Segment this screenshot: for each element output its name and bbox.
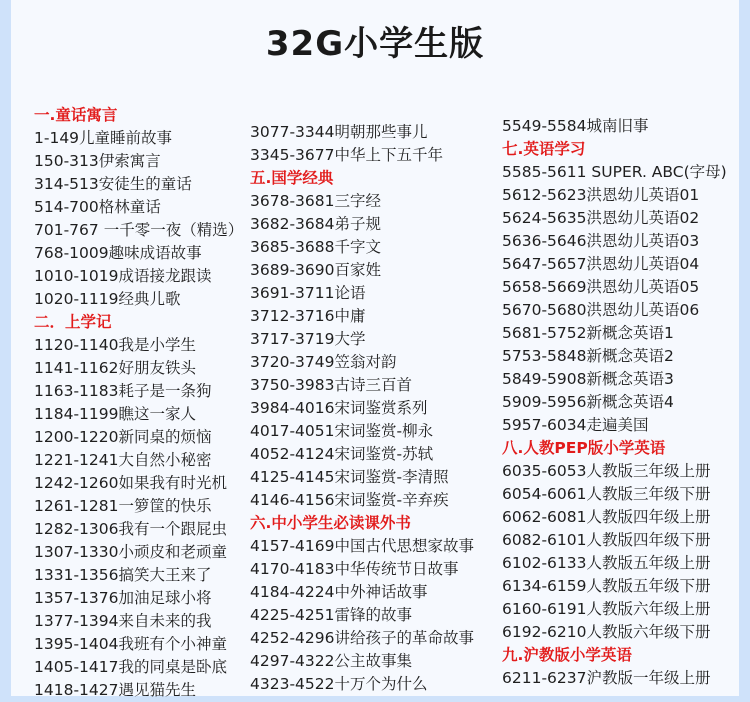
section-heading: 一.童话寓言 xyxy=(34,106,118,124)
list-item: 6082-6101人教版四年级下册 xyxy=(502,531,711,549)
list-item: 1020-1119经典儿歌 xyxy=(34,290,181,308)
page-title: 32G小学生版 xyxy=(265,24,485,64)
list-item: 6102-6133人教版五年级上册 xyxy=(502,554,711,572)
list-item: 1282-1306我有一个跟屁虫 xyxy=(34,520,227,538)
list-item: 5612-5623洪恩幼儿英语01 xyxy=(502,186,700,204)
list-item: 1120-1140我是小学生 xyxy=(34,336,196,354)
list-item: 4052-4124宋词鉴赏-苏轼 xyxy=(250,445,434,463)
list-item: 3682-3684弟子规 xyxy=(250,215,381,233)
list-item: 1418-1427遇见猫先生 xyxy=(34,681,196,699)
list-item: 6211-6237沪教版一年级上册 xyxy=(502,669,711,687)
section-heading: 二．上学记 xyxy=(34,313,112,331)
section-heading: 八.人教PEP版小学英语 xyxy=(502,439,666,457)
list-item: 4157-4169中国古代思想家故事 xyxy=(250,537,474,555)
list-item: 1184-1199瞧这一家人 xyxy=(34,405,196,423)
list-item: 5753-5848新概念英语2 xyxy=(502,347,674,365)
list-item: 6054-6061人教版三年级下册 xyxy=(502,485,711,503)
list-item: 6035-6053人教版三年级上册 xyxy=(502,462,711,480)
list-item: 6134-6159人教版五年级下册 xyxy=(502,577,711,595)
list-item: 4225-4251雷锋的故事 xyxy=(250,606,412,624)
list-item: 5909-5956新概念英语4 xyxy=(502,393,674,411)
list-item: 1405-1417我的同桌是卧底 xyxy=(34,658,227,676)
list-item: 4017-4051宋词鉴赏-柳永 xyxy=(250,422,434,440)
list-item: 3984-4016宋词鉴赏系列 xyxy=(250,399,428,417)
list-item: 4323-4522十万个为什么 xyxy=(250,675,428,693)
list-item: 5957-6034走遍美国 xyxy=(502,416,649,434)
list-item: 1307-1330小顽皮和老顽童 xyxy=(34,543,227,561)
list-item: 1395-1404我班有个小神童 xyxy=(34,635,227,653)
list-item: 1377-1394来自未来的我 xyxy=(34,612,212,630)
list-item: 5549-5584城南旧事 xyxy=(502,117,649,135)
list-item: 3750-3983古诗三百首 xyxy=(250,376,412,394)
list-item: 1200-1220新同桌的烦恼 xyxy=(34,428,212,446)
list-item: 4170-4183中华传统节日故事 xyxy=(250,560,459,578)
list-item: 4252-4296讲给孩子的革命故事 xyxy=(250,629,474,647)
list-item: 4184-4224中外神话故事 xyxy=(250,583,428,601)
list-item: 314-513安徒生的童话 xyxy=(34,175,192,193)
column-1 xyxy=(34,104,243,702)
list-item: 4146-4156宋词鉴赏-辛弃疾 xyxy=(250,491,449,509)
list-item: 4125-4145宋词鉴赏-李清照 xyxy=(250,468,449,486)
list-item: 5658-5669洪恩幼儿英语05 xyxy=(502,278,700,296)
list-item: 6062-6081人教版四年级上册 xyxy=(502,508,711,526)
list-item: 3678-3681三字经 xyxy=(250,192,381,210)
list-item: 5849-5908新概念英语3 xyxy=(502,370,674,388)
list-item: 3717-3719大学 xyxy=(250,330,366,348)
list-item: 6160-6191人教版六年级上册 xyxy=(502,600,711,618)
list-item: 3689-3690百家姓 xyxy=(250,261,381,279)
list-item: 1141-1162好朋友铁头 xyxy=(34,359,196,377)
list-item: 3691-3711论语 xyxy=(250,284,366,302)
list-item: 701-767 一千零一夜（精选） xyxy=(34,221,244,239)
list-item: 3077-3344明朝那些事儿 xyxy=(250,123,428,141)
list-item: 5647-5657洪恩幼儿英语04 xyxy=(502,255,700,273)
section-heading: 六.中小学生必读课外书 xyxy=(250,514,411,532)
section-heading: 七.英语学习 xyxy=(502,140,586,158)
list-item: 5670-5680洪恩幼儿英语06 xyxy=(502,301,700,319)
list-item: 1221-1241大自然小秘密 xyxy=(34,451,212,469)
list-item: 3345-3677中华上下五千年 xyxy=(250,146,443,164)
list-item: 3685-3688千字文 xyxy=(250,238,381,256)
list-item: 1-149儿童睡前故事 xyxy=(34,129,173,147)
list-item: 5636-5646洪恩幼儿英语03 xyxy=(502,232,700,250)
list-item: 6192-6210人教版六年级下册 xyxy=(502,623,711,641)
list-item: 5681-5752新概念英语1 xyxy=(502,324,674,342)
list-item: 1357-1376加油足球小将 xyxy=(34,589,212,607)
list-item: 1163-1183耗子是一条狗 xyxy=(34,382,212,400)
list-item: 3720-3749笠翁对韵 xyxy=(250,353,397,371)
list-item: 768-1009趣味成语故事 xyxy=(34,244,202,262)
list-item: 1242-1260如果我有时光机 xyxy=(34,474,227,492)
list-item: 1010-1019成语接龙跟读 xyxy=(34,267,212,285)
list-item: 1331-1356搞笑大王来了 xyxy=(34,566,212,584)
section-heading: 九.沪教版小学英语 xyxy=(502,646,632,664)
column-3 xyxy=(502,115,727,690)
section-heading: 五.国学经典 xyxy=(250,169,334,187)
list-item: 150-313伊索寓言 xyxy=(34,152,161,170)
column-2 xyxy=(250,121,474,696)
list-item: 4297-4322公主故事集 xyxy=(250,652,412,670)
list-item: 5585-5611 SUPER. ABC(字母) xyxy=(502,163,727,181)
list-item: 3712-3716中庸 xyxy=(250,307,366,325)
list-item: 1261-1281一箩筐的快乐 xyxy=(34,497,212,515)
list-item: 5624-5635洪恩幼儿英语02 xyxy=(502,209,700,227)
list-item: 514-700格林童话 xyxy=(34,198,161,216)
